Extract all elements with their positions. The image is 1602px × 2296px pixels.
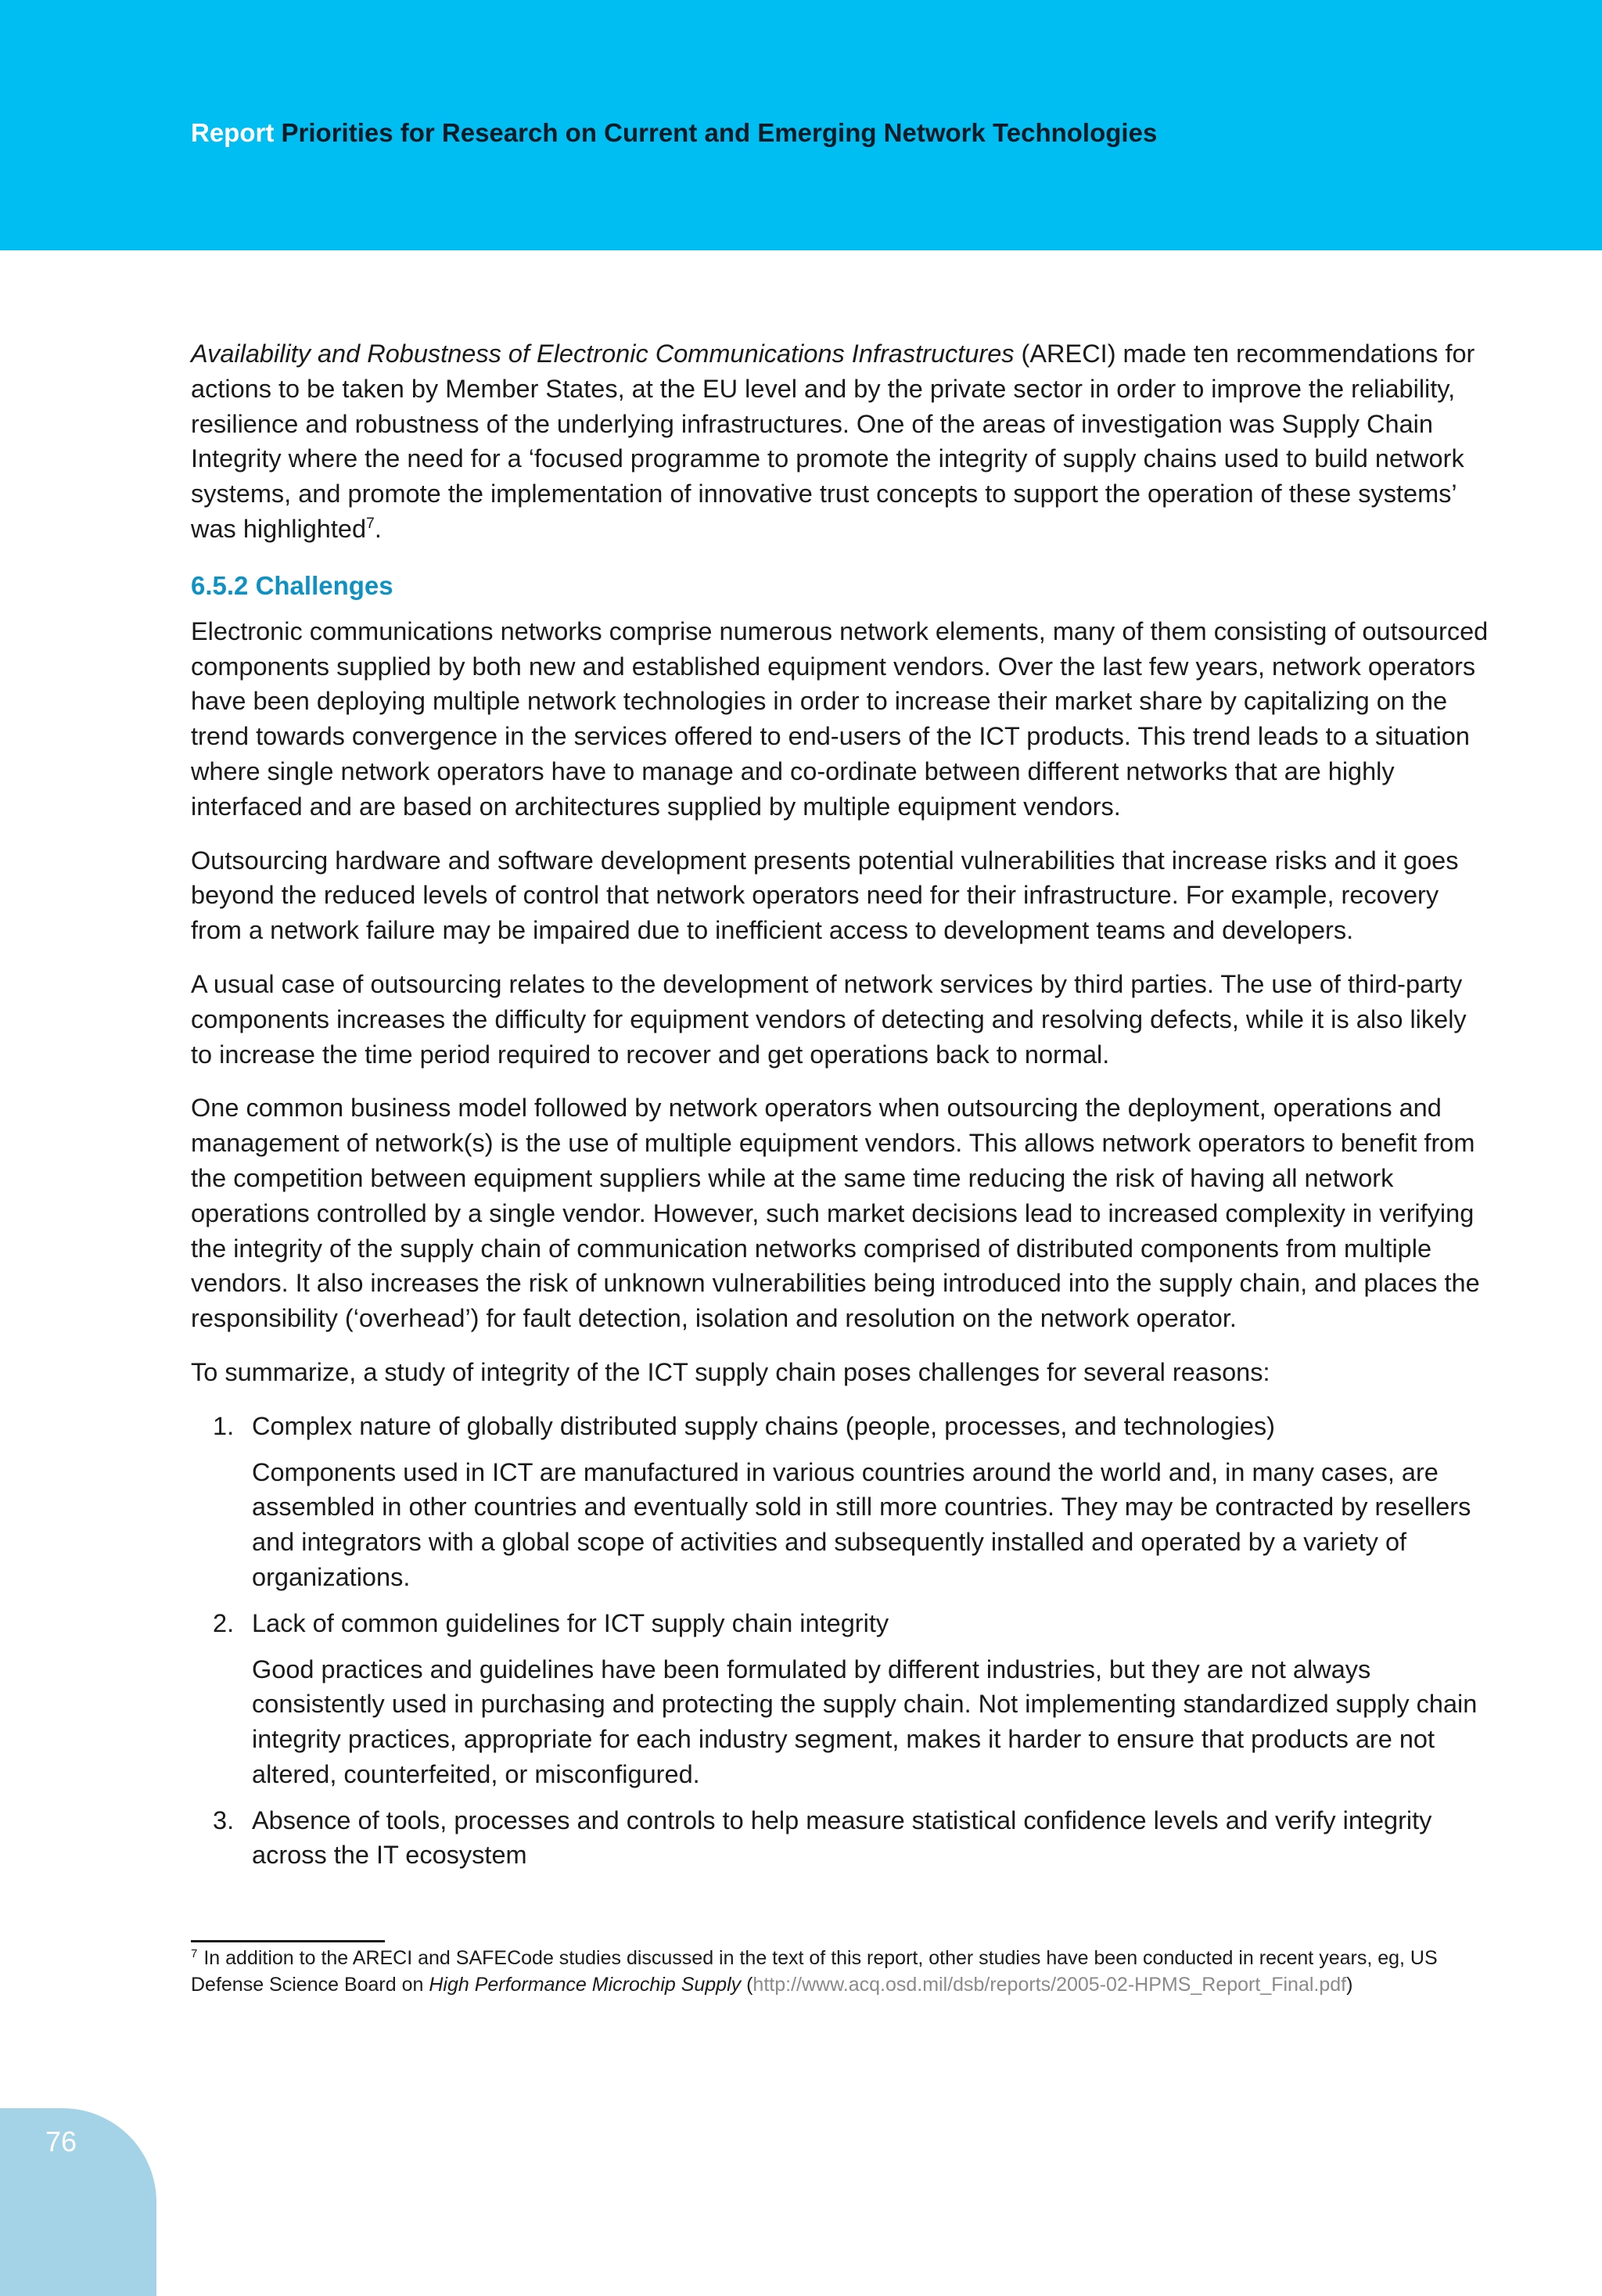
intro-paragraph bbox=[191, 336, 1489, 547]
intro-end: . bbox=[374, 514, 382, 543]
footnote-marker: 7 bbox=[191, 1946, 198, 1960]
paragraph: One common business model followed by network operators when outsourcing the deployment, operations and management of network(s) is the use of multiple equipment vendors. This allows network operators to benefit from the competition between equipment suppliers while at the same time reducing the risk of having all network operations controlled by a single vendor. However, such market decisions lead to increased complexity in verifying the integrity of the supply chain of communication networks comprised of distributed components from multiple vendors. It also increases the risk of unknown vulnerabilities being introduced into the supply chain, and places the responsibility (‘overhead’) for fault detection, isolation and resolution on the network operator. bbox=[191, 1094, 1480, 1333]
header-title: Priorities for Research on Current and Emerging Network Technologies bbox=[281, 118, 1158, 147]
footnote-divider bbox=[191, 1940, 385, 1942]
list-item bbox=[191, 1803, 1489, 1874]
summary-paragraph: To summarize, a study of integrity of the ICT supply chain poses challenges for several reasons: bbox=[191, 1357, 1270, 1386]
list-item-body: Good practices and guidelines have been formulated by different industries, but they are not always consistently used in purchasing and protecting the supply chain. Not implementing standardized supply chain integrity practices, appropriate for each industry segment, makes it harder to ensure that products are not altered, counterfeited, or misconfigured. bbox=[252, 1655, 1478, 1788]
reasons-list bbox=[191, 1409, 1489, 1874]
section-heading: 6.5.2 Challenges bbox=[191, 570, 393, 600]
footnote-close-paren: ) bbox=[1346, 1974, 1353, 1996]
list-item bbox=[191, 1606, 1489, 1792]
paragraph: Outsourcing hardware and software development presents potential vulnerabilities that increase risks and it goes beyond the reduced levels of control that network operators need for their infrastructure. For example, recovery from a network failure may be impaired due to inefficient access to development teams and developers. bbox=[191, 846, 1459, 945]
paragraph: Electronic communications networks comprise numerous network elements, many of them consisting of outsourced components supplied by both new and established equipment vendors. Over the last few years, network operators have been deploying multiple network technologies in order to increase their market share by capitalizing on the trend towards convergence in the services offered to end-users of the ICT products. This trend leads to a situation where single network operators have to manage and co-ordinate between different networks that are highly interfaced and are based on architectures supplied by multiple equipment vendors. bbox=[191, 616, 1489, 821]
intro-text: (ARECI) made ten recommendations for actions to be taken by Member States, at the EU level and by the private sector in order to improve the reliability, resilience and robustness of the underlying infrastructures. One of the areas of investigation was Supply Chain Integrity where the need for a ‘focused programme to promote the integrity of supply chains used to build network systems, and promote the implementation of innovative trust concepts to support the operation of these systems’ was highlighted bbox=[191, 340, 1475, 543]
list-item-title: Lack of common guidelines for ICT supply chain integrity bbox=[252, 1608, 889, 1637]
paragraph: A usual case of outsourcing relates to the development of network services by third parties. The use of third-party components increases the difficulty for equipment vendors of detecting and resolving defects, while it is also likely to increase the time period required to recover and get operations back to normal. bbox=[191, 969, 1467, 1069]
running-header bbox=[191, 116, 1157, 150]
list-number: 3. bbox=[213, 1806, 235, 1834]
footnote-italic: High Performance Microchip Supply bbox=[429, 1974, 742, 1996]
page-number-badge bbox=[0, 2108, 156, 2296]
list-item bbox=[191, 1409, 1489, 1595]
footnote-reference[interactable]: 7 bbox=[366, 515, 375, 533]
list-number: 1. bbox=[213, 1411, 235, 1440]
footnote bbox=[191, 1945, 1497, 1998]
footnote-text: In addition to the ARECI and SAFECode studies discussed in the text of this report, other studies have been conducted in recent years, eg, US Defense Science Board on bbox=[191, 1947, 1438, 1996]
header-label: Report bbox=[191, 118, 275, 147]
footnote-link[interactable]: http://www.acq.osd.mil/dsb/reports/2005-02-HPMS_Report_Final.pdf bbox=[753, 1974, 1347, 1996]
list-item-title: Absence of tools, processes and controls to help measure statistical confidence levels and verify integrity across the IT ecosystem bbox=[252, 1806, 1432, 1870]
list-number: 2. bbox=[213, 1608, 235, 1637]
intro-italic-title: Availability and Robustness of Electronic Communications Infrastructures bbox=[191, 340, 1015, 368]
list-item-body: Components used in ICT are manufactured in various countries around the world and, in many cases, are assembled in other countries and eventually sold in still more countries. They may be contracted by resellers and integrators with a global scope of activities and subsequently installed and operated by a variety of organizations. bbox=[252, 1457, 1471, 1591]
page-number: 76 bbox=[45, 2125, 77, 2158]
list-item-title: Complex nature of globally distributed supply chains (people, processes, and technologies) bbox=[252, 1411, 1275, 1440]
footnote-open-paren: ( bbox=[741, 1974, 753, 1996]
body-text bbox=[191, 336, 1489, 1884]
